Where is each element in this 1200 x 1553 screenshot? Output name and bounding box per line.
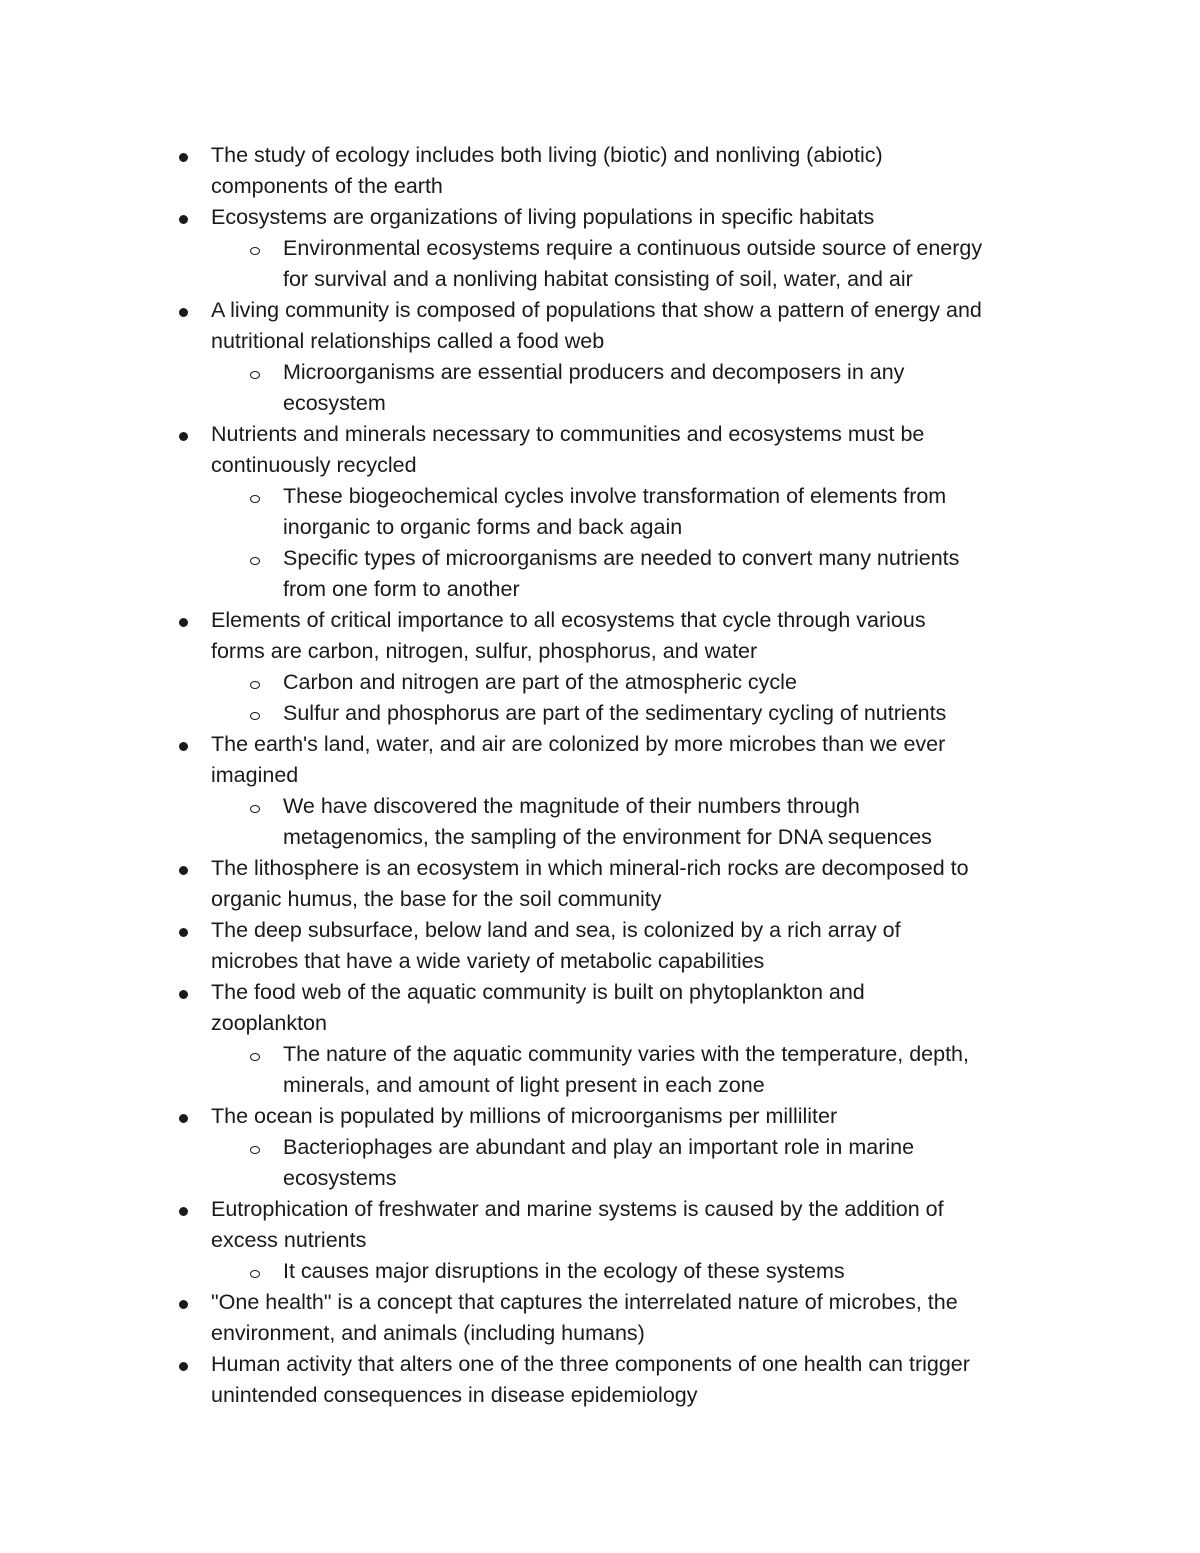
- bullet-text-line: "One health" is a concept that captures the interrelated nature of microbes, the: [211, 1290, 958, 1314]
- bullet-text-line: continuously recycled: [211, 453, 417, 477]
- bullet-list: [0, 140, 1200, 1411]
- bullet-text-line: Microorganisms are essential producers and decomposers in any: [283, 360, 905, 384]
- bullet-text-line: environment, and animals (including humans): [211, 1321, 645, 1345]
- bullet-text-line: It causes major disruptions in the ecology of these systems: [283, 1259, 845, 1283]
- bullet-text-line: The study of ecology includes both living (biotic) and nonliving (abiotic): [211, 143, 883, 167]
- bullet-text-line: The deep subsurface, below land and sea, is colonized by a rich array of: [211, 918, 901, 942]
- hollow-bullet-icon: [250, 371, 260, 379]
- bullet-text-line: Sulfur and phosphorus are part of the sedimentary cycling of nutrients: [283, 701, 947, 725]
- bullet-text-line: The ocean is populated by millions of microorganisms per milliliter: [211, 1104, 838, 1128]
- bullet-text-line: forms are carbon, nitrogen, sulfur, phosphorus, and water: [211, 639, 758, 663]
- hollow-bullet-icon: [250, 805, 260, 813]
- bullet-text-line: for survival and a nonliving habitat consisting of soil, water, and air: [283, 267, 913, 291]
- sub-bullet-item: [0, 1039, 1200, 1101]
- bullet-item: [0, 1287, 1200, 1349]
- filled-bullet-icon: [179, 1207, 188, 1216]
- bullet-text-line: ecosystem: [283, 391, 386, 415]
- sub-bullet-item: [0, 1256, 1200, 1287]
- hollow-bullet-icon: [250, 712, 260, 720]
- bullet-text-line: A living community is composed of populations that show a pattern of energy and: [211, 298, 982, 322]
- sub-bullet-item: [0, 481, 1200, 543]
- filled-bullet-icon: [179, 866, 188, 875]
- sub-bullet-item: [0, 698, 1200, 729]
- bullet-text-line: Elements of critical importance to all ecosystems that cycle through various: [211, 608, 926, 632]
- bullet-item: [0, 915, 1200, 977]
- bullet-text-line: The lithosphere is an ecosystem in which mineral-rich rocks are decomposed to: [211, 856, 969, 880]
- bullet-text-line: microbes that have a wide variety of metabolic capabilities: [211, 949, 765, 973]
- bullet-text-line: Carbon and nitrogen are part of the atmospheric cycle: [283, 670, 797, 694]
- sub-bullet-item: [0, 543, 1200, 605]
- bullet-item: [0, 1194, 1200, 1256]
- hollow-bullet-icon: [250, 495, 260, 503]
- sub-bullet-item: [0, 357, 1200, 419]
- bullet-item: [0, 295, 1200, 357]
- filled-bullet-icon: [179, 742, 188, 751]
- bullet-text-line: Eutrophication of freshwater and marine systems is caused by the addition of: [211, 1197, 944, 1221]
- bullet-text-line: These biogeochemical cycles involve transformation of elements from: [283, 484, 947, 508]
- sub-bullet-item: [0, 233, 1200, 295]
- bullet-item: [0, 729, 1200, 791]
- filled-bullet-icon: [179, 153, 188, 162]
- filled-bullet-icon: [179, 618, 188, 627]
- bullet-text-line: excess nutrients: [211, 1228, 367, 1252]
- bullet-text-line: metagenomics, the sampling of the environment for DNA sequences: [283, 825, 932, 849]
- filled-bullet-icon: [179, 215, 188, 224]
- bullet-item: [0, 1349, 1200, 1411]
- bullet-text-line: ecosystems: [283, 1166, 397, 1190]
- filled-bullet-icon: [179, 308, 188, 317]
- bullet-item: [0, 977, 1200, 1039]
- hollow-bullet-icon: [250, 1146, 260, 1154]
- bullet-item: [0, 853, 1200, 915]
- hollow-bullet-icon: [250, 1270, 260, 1278]
- filled-bullet-icon: [179, 1362, 188, 1371]
- hollow-bullet-icon: [250, 247, 260, 255]
- bullet-text-line: The food web of the aquatic community is built on phytoplankton and: [211, 980, 865, 1004]
- filled-bullet-icon: [179, 1114, 188, 1123]
- bullet-text-line: organic humus, the base for the soil community: [211, 887, 662, 911]
- filled-bullet-icon: [179, 1300, 188, 1309]
- bullet-text-line: minerals, and amount of light present in each zone: [283, 1073, 765, 1097]
- bullet-text-line: unintended consequences in disease epidemiology: [211, 1383, 698, 1407]
- sub-bullet-item: [0, 791, 1200, 853]
- bullet-text-line: Ecosystems are organizations of living populations in specific habitats: [211, 205, 875, 229]
- sub-bullet-item: [0, 667, 1200, 698]
- filled-bullet-icon: [179, 990, 188, 999]
- filled-bullet-icon: [179, 928, 188, 937]
- bullet-item: [0, 419, 1200, 481]
- bullet-text-line: components of the earth: [211, 174, 443, 198]
- bullet-text-line: from one form to another: [283, 577, 520, 601]
- hollow-bullet-icon: [250, 557, 260, 565]
- bullet-item: [0, 605, 1200, 667]
- hollow-bullet-icon: [250, 1053, 260, 1061]
- bullet-text-line: Nutrients and minerals necessary to communities and ecosystems must be: [211, 422, 925, 446]
- bullet-text-line: The nature of the aquatic community varies with the temperature, depth,: [283, 1042, 969, 1066]
- filled-bullet-icon: [179, 432, 188, 441]
- bullet-text-line: imagined: [211, 763, 299, 787]
- bullet-item: [0, 1101, 1200, 1132]
- bullet-item: [0, 202, 1200, 233]
- bullet-text-line: nutritional relationships called a food web: [211, 329, 605, 353]
- hollow-bullet-icon: [250, 681, 260, 689]
- bullet-text-line: Human activity that alters one of the three components of one health can trigger: [211, 1352, 970, 1376]
- bullet-text-line: Bacteriophages are abundant and play an important role in marine: [283, 1135, 915, 1159]
- bullet-text-line: zooplankton: [211, 1011, 327, 1035]
- bullet-text-line: Specific types of microorganisms are needed to convert many nutrients: [283, 546, 960, 570]
- bullet-text-line: Environmental ecosystems require a continuous outside source of energy: [283, 236, 983, 260]
- sub-bullet-item: [0, 1132, 1200, 1194]
- bullet-text-line: The earth's land, water, and air are colonized by more microbes than we ever: [211, 732, 946, 756]
- bullet-item: [0, 140, 1200, 202]
- bullet-text-line: We have discovered the magnitude of their numbers through: [283, 794, 860, 818]
- bullet-text-line: inorganic to organic forms and back again: [283, 515, 683, 539]
